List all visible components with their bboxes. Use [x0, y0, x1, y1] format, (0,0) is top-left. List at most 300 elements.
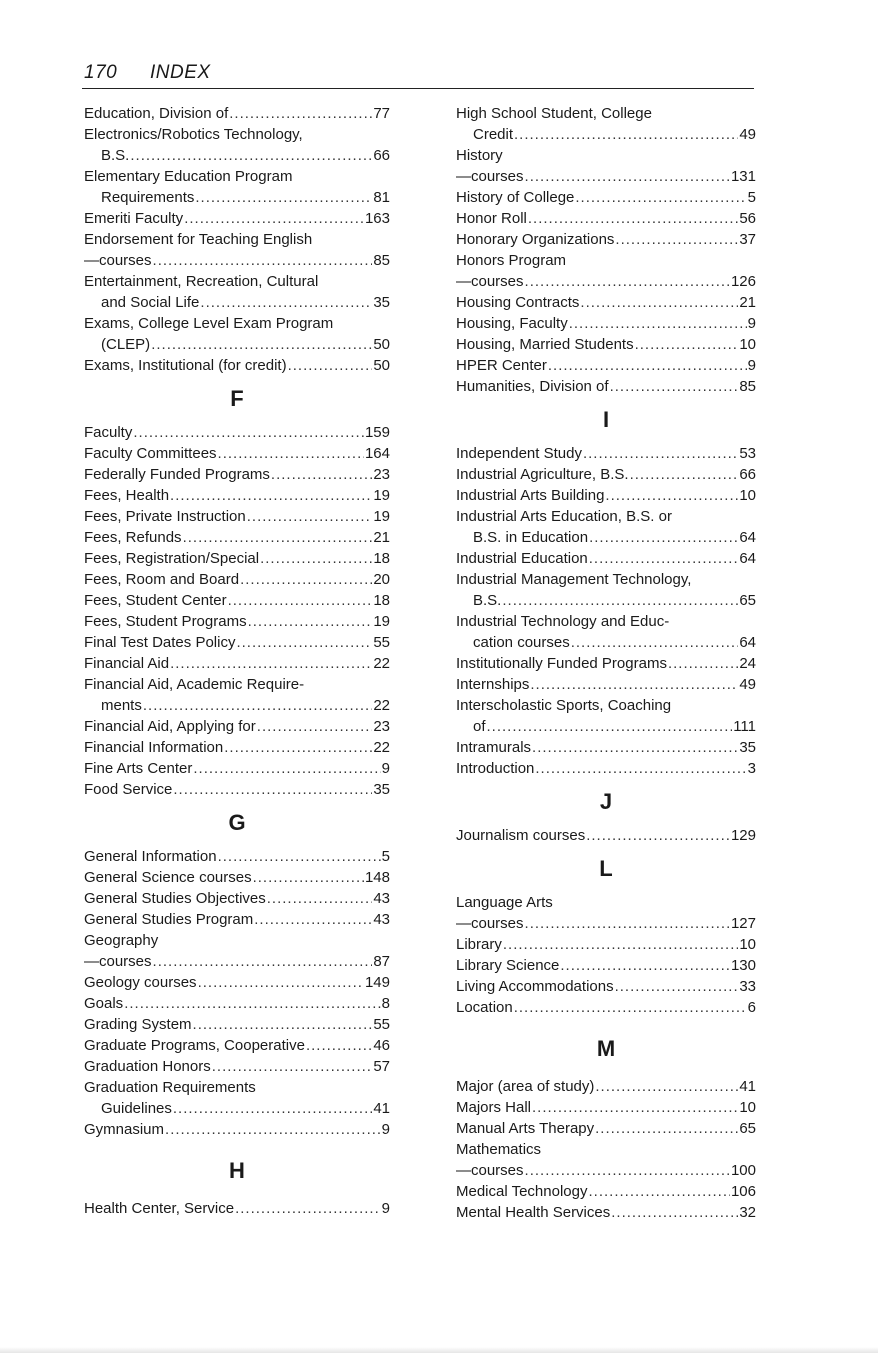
index-entry — [84, 313, 390, 355]
entry-page-number: 87 — [373, 953, 390, 970]
entry-page-number: 53 — [739, 445, 756, 462]
dot-leader — [503, 934, 738, 955]
index-entry — [84, 1198, 390, 1219]
index-entry — [84, 355, 390, 376]
dot-leader — [615, 229, 738, 250]
entry-term: —courses — [84, 252, 152, 269]
index-entry — [84, 716, 390, 737]
section-letter: I — [602, 407, 610, 432]
index-entry — [456, 758, 756, 779]
entry-term: Goals — [84, 995, 124, 1012]
entry-page-number: 19 — [373, 487, 390, 504]
scan-edge — [0, 1347, 878, 1353]
index-entry — [84, 674, 390, 716]
entry-term: Independent Study — [456, 445, 582, 462]
entry-term: Internships — [456, 676, 530, 693]
entry-term: Graduation Requirements — [84, 1079, 256, 1096]
entry-term: Gymnasium — [84, 1121, 165, 1138]
dot-leader — [635, 334, 739, 355]
entry-page-number: 57 — [373, 1058, 390, 1075]
entry-term: Honors Program — [456, 252, 567, 269]
index-entry — [84, 1035, 390, 1056]
entry-page-number: 9 — [381, 1121, 390, 1138]
entry-term: Requirements — [101, 189, 195, 206]
dot-leader — [586, 825, 730, 846]
entry-term: Journalism courses — [456, 827, 586, 844]
dot-leader — [224, 737, 372, 758]
index-entry — [84, 506, 390, 527]
dot-leader — [254, 909, 372, 930]
index-entry — [84, 485, 390, 506]
entry-page-number: 8 — [381, 995, 390, 1012]
entry-page-number: 19 — [373, 613, 390, 630]
index-entry — [84, 972, 390, 993]
entry-page-number: 10 — [739, 936, 756, 953]
entry-page-number: 10 — [739, 487, 756, 504]
entry-term: Institutionally Funded Programs — [456, 655, 667, 672]
index-entry — [456, 313, 756, 334]
entry-term: B.S. — [473, 592, 502, 609]
entry-term: General Information — [84, 848, 217, 865]
entry-term: Faculty Committees — [84, 445, 217, 462]
index-entry — [456, 569, 756, 611]
dot-leader — [193, 1014, 373, 1035]
index-entry — [456, 737, 756, 758]
entry-term: Language Arts — [456, 894, 553, 911]
entry-term: Faculty — [84, 424, 133, 441]
entry-page-number: 66 — [739, 466, 756, 483]
index-entry — [456, 485, 756, 506]
entry-term: Mental Health Services — [456, 1204, 611, 1221]
entry-term: Geography — [84, 932, 159, 949]
index-entry — [456, 892, 756, 934]
entry-term: History — [456, 147, 503, 164]
entry-page-number: 131 — [730, 168, 756, 185]
entry-term: Industrial Technology and Educ- — [456, 613, 670, 630]
entry-page-number: 9 — [381, 1200, 390, 1217]
entry-page-number: 22 — [373, 697, 390, 714]
index-entry — [456, 1139, 756, 1181]
entry-page-number: 49 — [739, 676, 756, 693]
entry-term: Financial Aid — [84, 655, 170, 672]
entry-page-number: 55 — [373, 634, 390, 651]
index-entry — [456, 1076, 756, 1097]
dot-leader — [260, 548, 372, 569]
entry-term: Graduate Programs, Cooperative — [84, 1037, 305, 1054]
index-entry — [84, 548, 390, 569]
entry-page-number: 23 — [373, 466, 390, 483]
index-entry — [84, 909, 390, 930]
entry-page-number: 130 — [730, 957, 756, 974]
entry-page-number: 32 — [739, 1204, 756, 1221]
dot-leader — [630, 464, 739, 485]
entry-term: History of College — [456, 189, 575, 206]
entry-page-number: 18 — [373, 550, 390, 567]
index-entry — [456, 955, 756, 976]
index-entry — [84, 611, 390, 632]
index-entry — [84, 632, 390, 653]
dot-leader — [267, 888, 373, 909]
dot-leader — [218, 443, 364, 464]
entry-page-number: 129 — [730, 827, 756, 844]
entry-page-number: 56 — [739, 210, 756, 227]
dot-leader — [200, 292, 372, 313]
entry-term: Fine Arts Center — [84, 760, 193, 777]
dot-leader — [170, 485, 372, 506]
index-entry — [456, 292, 756, 313]
section-letter: J — [599, 789, 613, 814]
index-entry — [456, 653, 756, 674]
dot-leader — [218, 846, 381, 867]
entry-page-number: 65 — [739, 1120, 756, 1137]
index-entry — [84, 888, 390, 909]
index-entry — [84, 1056, 390, 1077]
entry-term: Fees, Student Programs — [84, 613, 247, 630]
index-entry — [84, 422, 390, 443]
index-entry — [84, 653, 390, 674]
entry-term: Fees, Refunds — [84, 529, 182, 546]
entry-term: Industrial Management Technology, — [456, 571, 692, 588]
entry-term: Location — [456, 999, 513, 1016]
entry-page-number: 126 — [730, 273, 756, 290]
entry-page-number: 66 — [373, 147, 390, 164]
dot-leader — [183, 527, 373, 548]
entry-term: Education, Division of — [84, 105, 229, 122]
dot-leader — [257, 716, 373, 737]
entry-term: Exams, College Level Exam Program — [84, 315, 334, 332]
entry-page-number: 50 — [373, 357, 390, 374]
entry-term: General Studies Program — [84, 911, 254, 928]
index-column-left — [84, 103, 390, 1219]
entry-term: Fees, Health — [84, 487, 170, 504]
entry-term: Health Center, Service — [84, 1200, 235, 1217]
entry-term: Financial Aid, Academic Require- — [84, 676, 305, 693]
entry-page-number: 10 — [739, 1099, 756, 1116]
index-entry — [84, 1119, 390, 1140]
dot-leader — [610, 376, 739, 397]
entry-page-number: 10 — [739, 336, 756, 353]
entry-page-number: 35 — [373, 294, 390, 311]
dot-leader — [548, 355, 747, 376]
index-entry — [84, 867, 390, 888]
index-entry — [84, 271, 390, 313]
entry-page-number: 49 — [739, 126, 756, 143]
entry-page-number: 41 — [373, 1100, 390, 1117]
dot-leader — [528, 208, 738, 229]
entry-term: Geology courses — [84, 974, 197, 991]
entry-page-number: 46 — [373, 1037, 390, 1054]
dot-leader — [532, 737, 738, 758]
dot-leader — [583, 443, 738, 464]
dot-leader — [236, 632, 372, 653]
entry-term: High School Student, College — [456, 105, 652, 122]
dot-leader — [153, 250, 373, 271]
entry-page-number: 85 — [373, 252, 390, 269]
index-entry — [456, 250, 756, 292]
section-letter: G — [228, 810, 246, 835]
dot-leader — [560, 955, 730, 976]
index-entry — [456, 464, 756, 485]
entry-term: Major (area of study) — [456, 1078, 595, 1095]
entry-page-number: 148 — [364, 869, 390, 886]
entry-term: Intramurals — [456, 739, 532, 756]
index-entry — [84, 758, 390, 779]
entry-page-number: 21 — [373, 529, 390, 546]
dot-leader — [668, 653, 738, 674]
dot-leader — [229, 103, 372, 124]
dot-leader — [212, 1056, 373, 1077]
entry-page-number: 149 — [364, 974, 390, 991]
dot-leader — [228, 590, 373, 611]
entry-page-number: 22 — [373, 655, 390, 672]
index-entry — [84, 124, 390, 166]
entry-page-number: 159 — [364, 424, 390, 441]
dot-leader — [535, 758, 746, 779]
entry-page-number: 41 — [739, 1078, 756, 1095]
entry-term: General Studies Objectives — [84, 890, 266, 907]
index-entry — [456, 1097, 756, 1118]
dot-leader — [271, 464, 372, 485]
entry-term: —courses — [84, 953, 152, 970]
entry-term: Endorsement for Teaching English — [84, 231, 313, 248]
page-title: INDEX — [150, 62, 211, 83]
dot-leader — [525, 913, 730, 934]
dot-leader — [580, 292, 738, 313]
dot-leader — [173, 1098, 372, 1119]
entry-page-number: 9 — [747, 357, 756, 374]
index-entry — [456, 443, 756, 464]
dot-leader — [124, 993, 380, 1014]
dot-leader — [571, 632, 739, 653]
index-entry — [84, 527, 390, 548]
dot-leader — [611, 1202, 738, 1223]
entry-term: Fees, Room and Board — [84, 571, 240, 588]
entry-term: Housing, Married Students — [456, 336, 634, 353]
entry-page-number: 33 — [739, 978, 756, 995]
index-entry — [456, 611, 756, 653]
index-entry — [456, 103, 756, 145]
entry-page-number: 9 — [381, 760, 390, 777]
index-entry — [84, 166, 390, 208]
index-entry — [456, 976, 756, 997]
dot-leader — [605, 485, 738, 506]
dot-leader — [525, 166, 730, 187]
dot-leader — [235, 1198, 381, 1219]
index-entry — [456, 376, 756, 397]
entry-term: ments — [101, 697, 142, 714]
index-entry — [84, 993, 390, 1014]
entry-term: cation courses — [473, 634, 570, 651]
entry-term: —courses — [456, 168, 524, 185]
index-entry — [84, 737, 390, 758]
page-number: 170 — [84, 62, 118, 83]
dot-leader — [575, 187, 746, 208]
entry-page-number: 64 — [739, 529, 756, 546]
entry-page-number: 85 — [739, 378, 756, 395]
entry-term: Financial Aid, Applying for — [84, 718, 256, 735]
index-column-right — [456, 103, 756, 1223]
entry-term: Emeriti Faculty — [84, 210, 184, 227]
entry-term: Federally Funded Programs — [84, 466, 270, 483]
entry-page-number: 5 — [747, 189, 756, 206]
entry-term: Fees, Registration/Special — [84, 550, 260, 567]
entry-term: B.S. — [101, 147, 130, 164]
entry-term: Credit — [473, 126, 514, 143]
entry-term: Housing Contracts — [456, 294, 580, 311]
index-entry — [456, 548, 756, 569]
index-entry — [456, 145, 756, 187]
dot-leader — [615, 976, 739, 997]
entry-term: Elementary Education Program — [84, 168, 293, 185]
dot-leader — [153, 951, 373, 972]
entry-term: Introduction — [456, 760, 535, 777]
page-header — [84, 62, 211, 84]
section-letter: M — [596, 1036, 616, 1061]
entry-term: —courses — [456, 915, 524, 932]
index-entry — [456, 934, 756, 955]
index-entry — [456, 997, 756, 1018]
index-entry — [456, 208, 756, 229]
index-entry — [84, 779, 390, 800]
index-entry — [84, 569, 390, 590]
dot-leader — [514, 997, 747, 1018]
index-entry — [84, 464, 390, 485]
entry-page-number: 81 — [373, 189, 390, 206]
entry-term: Entertainment, Recreation, Cultural — [84, 273, 319, 290]
entry-term: Mathematics — [456, 1141, 542, 1158]
entry-term: Industrial Arts Education, B.S. or — [456, 508, 672, 525]
entry-page-number: 18 — [373, 592, 390, 609]
entry-term: Honor Roll — [456, 210, 527, 227]
entry-page-number: 35 — [373, 781, 390, 798]
entry-page-number: 65 — [739, 592, 756, 609]
index-entry — [456, 1118, 756, 1139]
index-entry — [456, 825, 756, 846]
entry-term: Final Test Dates Policy — [84, 634, 236, 651]
entry-term: Guidelines — [101, 1100, 172, 1117]
entry-term: Honorary Organizations — [456, 231, 615, 248]
entry-page-number: 3 — [747, 760, 756, 777]
dot-leader — [248, 611, 373, 632]
entry-term: Humanities, Division of — [456, 378, 609, 395]
section-letter: F — [230, 386, 244, 411]
entry-term: Interscholastic Sports, Coaching — [456, 697, 672, 714]
dot-leader — [288, 355, 373, 376]
entry-term: Electronics/Robotics Technology, — [84, 126, 303, 143]
header-rule — [82, 88, 754, 89]
index-entry — [84, 208, 390, 229]
entry-page-number: 55 — [373, 1016, 390, 1033]
entry-page-number: 21 — [739, 294, 756, 311]
dot-leader — [195, 187, 372, 208]
index-entry — [84, 229, 390, 271]
dot-leader — [532, 1097, 738, 1118]
entry-page-number: 22 — [373, 739, 390, 756]
entry-term: Food Service — [84, 781, 173, 798]
entry-term: of — [473, 718, 486, 735]
entry-term: Financial Information — [84, 739, 224, 756]
dot-leader — [165, 1119, 381, 1140]
entry-page-number: 37 — [739, 231, 756, 248]
dot-leader — [530, 674, 738, 695]
dot-leader — [133, 422, 364, 443]
entry-page-number: 164 — [364, 445, 390, 462]
entry-term: Manual Arts Therapy — [456, 1120, 595, 1137]
dot-leader — [151, 334, 372, 355]
index-entry — [84, 103, 390, 124]
entry-term: General Science courses — [84, 869, 252, 886]
dot-leader — [487, 716, 733, 737]
entry-term: Industrial Education — [456, 550, 588, 567]
index-entry — [84, 1014, 390, 1035]
entry-page-number: 106 — [730, 1183, 756, 1200]
entry-page-number: 64 — [739, 550, 756, 567]
index-entry — [456, 229, 756, 250]
dot-leader — [247, 506, 373, 527]
index-entry — [456, 695, 756, 737]
entry-term: Majors Hall — [456, 1099, 532, 1116]
dot-leader — [589, 527, 738, 548]
entry-term: B.S. in Education — [473, 529, 589, 546]
entry-term: Library — [456, 936, 502, 953]
index-entry — [456, 674, 756, 695]
index-entry — [84, 590, 390, 611]
entry-page-number: 6 — [747, 999, 756, 1016]
entry-page-number: 111 — [733, 718, 756, 735]
dot-leader — [198, 972, 364, 993]
dot-leader — [193, 758, 380, 779]
dot-leader — [502, 590, 738, 611]
index-entry — [456, 355, 756, 376]
entry-term: —courses — [456, 273, 524, 290]
entry-term: —courses — [456, 1162, 524, 1179]
entry-page-number: 127 — [730, 915, 756, 932]
entry-term: Fees, Private Instruction — [84, 508, 246, 525]
dot-leader — [588, 1181, 729, 1202]
entry-term: Medical Technology — [456, 1183, 588, 1200]
index-entry — [456, 1181, 756, 1202]
entry-term: Living Accommodations — [456, 978, 614, 995]
dot-leader — [253, 867, 364, 888]
entry-term: Housing, Faculty — [456, 315, 568, 332]
entry-page-number: 43 — [373, 911, 390, 928]
dot-leader — [525, 1160, 730, 1181]
entry-term: and Social Life — [101, 294, 200, 311]
entry-page-number: 77 — [373, 105, 390, 122]
dot-leader — [595, 1076, 738, 1097]
dot-leader — [569, 313, 747, 334]
dot-leader — [170, 653, 372, 674]
entry-page-number: 5 — [381, 848, 390, 865]
entry-term: Exams, Institutional (for credit) — [84, 357, 287, 374]
entry-term: Library Science — [456, 957, 560, 974]
entry-page-number: 50 — [373, 336, 390, 353]
dot-leader — [173, 779, 372, 800]
entry-term: Fees, Student Center — [84, 592, 227, 609]
index-entry — [84, 930, 390, 972]
index-entry — [84, 846, 390, 867]
index-entry — [456, 187, 756, 208]
dot-leader — [184, 208, 364, 229]
entry-page-number: 64 — [739, 634, 756, 651]
entry-page-number: 9 — [747, 315, 756, 332]
dot-leader — [143, 695, 372, 716]
index-entry — [84, 1077, 390, 1119]
dot-leader — [514, 124, 738, 145]
entry-page-number: 20 — [373, 571, 390, 588]
entry-page-number: 35 — [739, 739, 756, 756]
entry-page-number: 163 — [364, 210, 390, 227]
